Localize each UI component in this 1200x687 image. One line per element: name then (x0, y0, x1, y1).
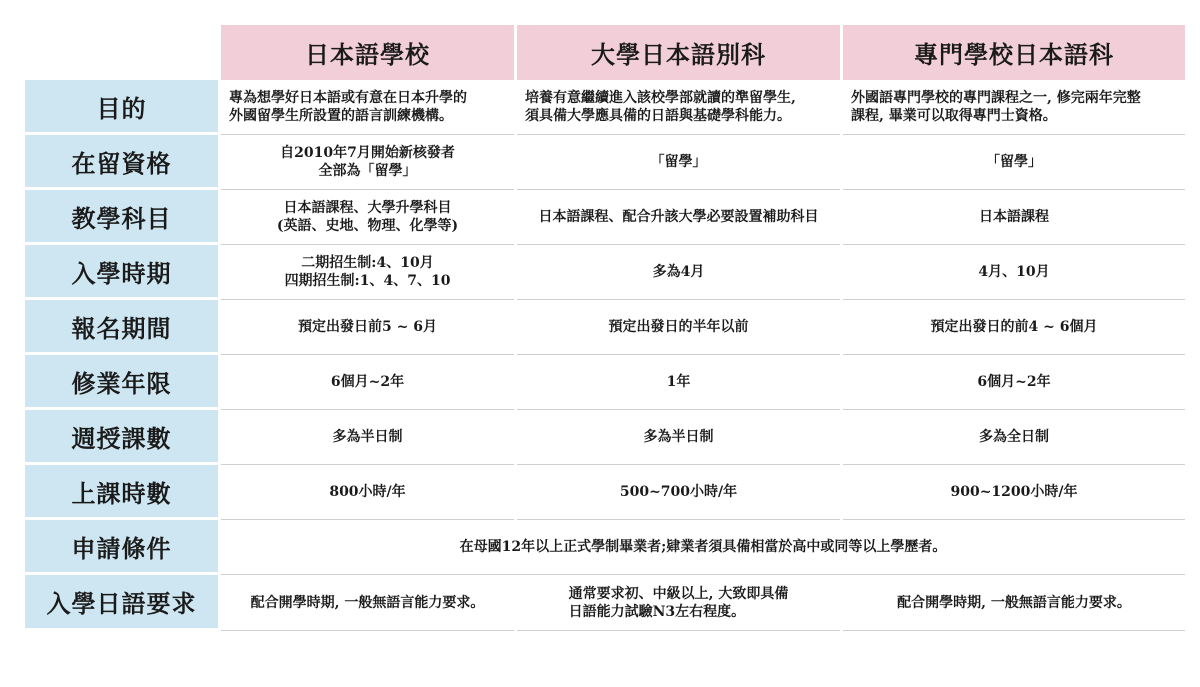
table-cell: 預定出發日的半年以前 (517, 300, 840, 355)
table-cell: 專為想學好日本語或有意在日本升學的 外國留學生所設置的語言訓練機構。 (221, 80, 514, 135)
table-cell-merged: 在母國12年以上正式學制畢業者;肄業者須具備相當於高中或同等以上學歷者。 (221, 520, 1185, 575)
row-header-japanese-requirement: 入學日語要求 (25, 575, 218, 631)
table-cell: 日本語課程 (843, 190, 1185, 245)
table-cell: 1年 (517, 355, 840, 410)
table-cell: 自2010年7月開始新核發者 全部為「留學」 (221, 135, 514, 190)
row-header-subjects: 教學科目 (25, 190, 218, 245)
column-header-university-bekka: 大學日本語別科 (517, 25, 840, 80)
table-corner (25, 25, 218, 80)
table-cell: 4月、10月 (843, 245, 1185, 300)
row-header-application-period: 報名期間 (25, 300, 218, 355)
table-cell: 通常要求初、中級以上, 大致即具備 日語能力試驗N3左右程度。 (517, 575, 840, 631)
row-header-study-duration: 修業年限 (25, 355, 218, 410)
column-header-language-school: 日本語學校 (221, 25, 514, 80)
table-cell: 500~700小時/年 (517, 465, 840, 520)
row-header-class-hours: 上課時數 (25, 465, 218, 520)
table-cell: 「留學」 (843, 135, 1185, 190)
table-cell: 配合開學時期, 一般無語言能力要求。 (221, 575, 514, 631)
row-header-eligibility: 申請條件 (25, 520, 218, 575)
row-header-enrollment-period: 入學時期 (25, 245, 218, 300)
table-cell: 多為半日制 (517, 410, 840, 465)
table-cell: 配合開學時期, 一般無語言能力要求。 (843, 575, 1185, 631)
table-cell: 培養有意繼續進入該校學部就讀的準留學生, 須具備大學應具備的日語與基礎學科能力。 (517, 80, 840, 135)
table-cell: 900~1200小時/年 (843, 465, 1185, 520)
row-header-weekly-classes: 週授課數 (25, 410, 218, 465)
table-cell: 「留學」 (517, 135, 840, 190)
row-header-visa-status: 在留資格 (25, 135, 218, 190)
table-cell: 多為4月 (517, 245, 840, 300)
table-cell: 800小時/年 (221, 465, 514, 520)
table-cell: 日本語課程、大學升學科目 (英語、史地、物理、化學等) (221, 190, 514, 245)
row-header-purpose: 目的 (25, 80, 218, 135)
table-cell: 預定出發日的前4 ~ 6個月 (843, 300, 1185, 355)
table-cell: 6個月~2年 (843, 355, 1185, 410)
table-cell: 二期招生制:4、10月 四期招生制:1、4、7、10 (221, 245, 514, 300)
column-header-vocational-school: 專門學校日本語科 (843, 25, 1185, 80)
table-cell: 日本語課程、配合升該大學必要設置補助科目 (517, 190, 840, 245)
table-cell: 多為全日制 (843, 410, 1185, 465)
table-cell: 預定出發日前5 ~ 6月 (221, 300, 514, 355)
table-cell: 6個月~2年 (221, 355, 514, 410)
comparison-table (25, 25, 1185, 687)
table-cell: 外國語專門學校的專門課程之一, 修完兩年完整 課程, 畢業可以取得專門士資格。 (843, 80, 1185, 135)
table-cell: 多為半日制 (221, 410, 514, 465)
